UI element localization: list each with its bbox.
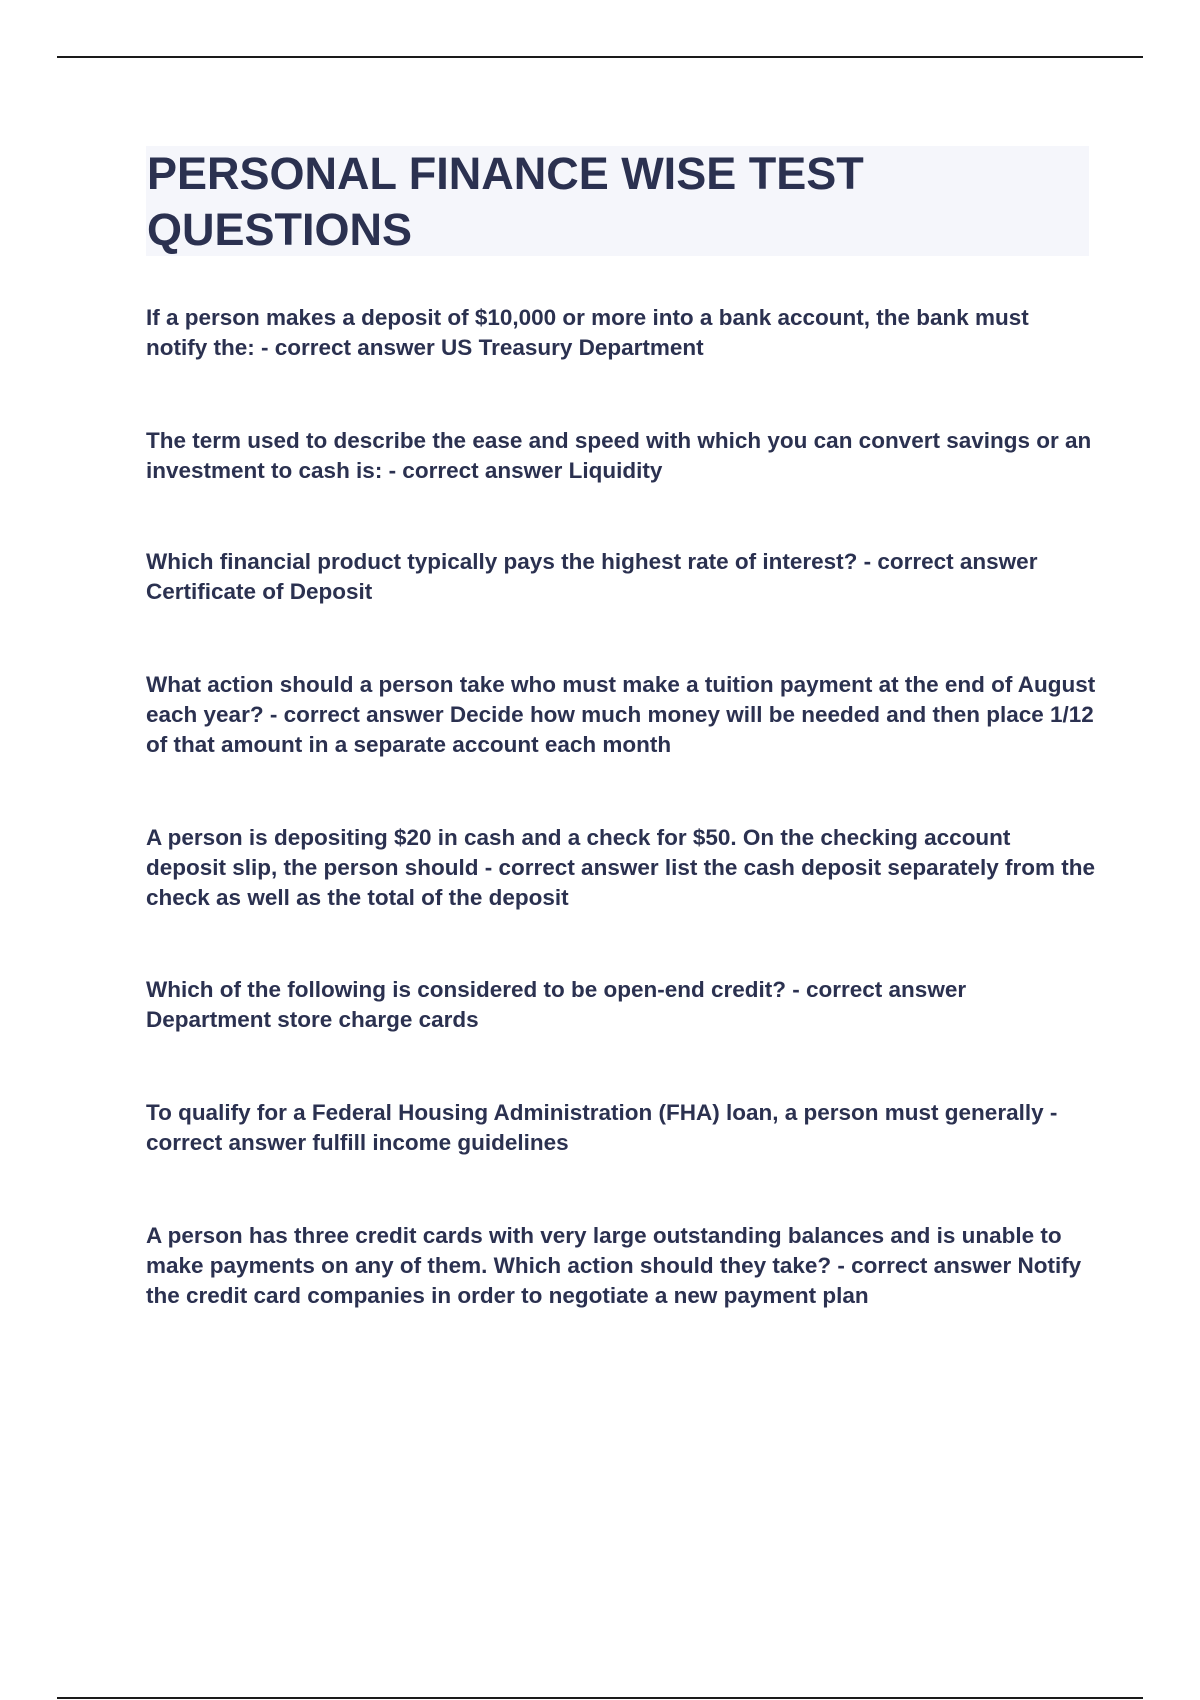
question-item-2: The term used to describe the ease and speed with which you can convert savings or an investment to cash is: - correct answer Liquidity — [146, 428, 1092, 483]
question-item-1: If a person makes a deposit of $10,000 or more into a bank account, the bank must notify the: - correct answer US Treasury Department — [146, 305, 1029, 360]
document-title: PERSONAL FINANCE WISE TEST QUESTIONS — [147, 148, 864, 255]
title-block — [146, 146, 1089, 256]
question-item-8: A person has three credit cards with very large outstanding balances and is unable to make payments on any of them. Which action should they take? - correct answer Notify the credit card companies in order to negotiate a new payment plan — [146, 1223, 1082, 1308]
question-item-3: Which financial product typically pays the highest rate of interest? - correct answer Certificate of Deposit — [146, 549, 1038, 604]
question-item-4: What action should a person take who must make a tuition payment at the end of August each year? - correct answer Decide how much money will be needed and then place 1/12 of that amount in a separate account each month — [146, 672, 1096, 757]
question-item-7: To qualify for a Federal Housing Administration (FHA) loan, a person must generally - correct answer fulfill income guidelines — [146, 1100, 1058, 1155]
question-item-6: Which of the following is considered to be open-end credit? - correct answer Department store charge cards — [146, 977, 967, 1032]
top-rule — [57, 56, 1143, 58]
question-item-5: A person is depositing $20 in cash and a check for $50. On the checking account deposit slip, the person should - correct answer list the cash deposit separately from the check as well as the total of the deposit — [146, 825, 1095, 910]
bottom-rule — [57, 1697, 1143, 1699]
